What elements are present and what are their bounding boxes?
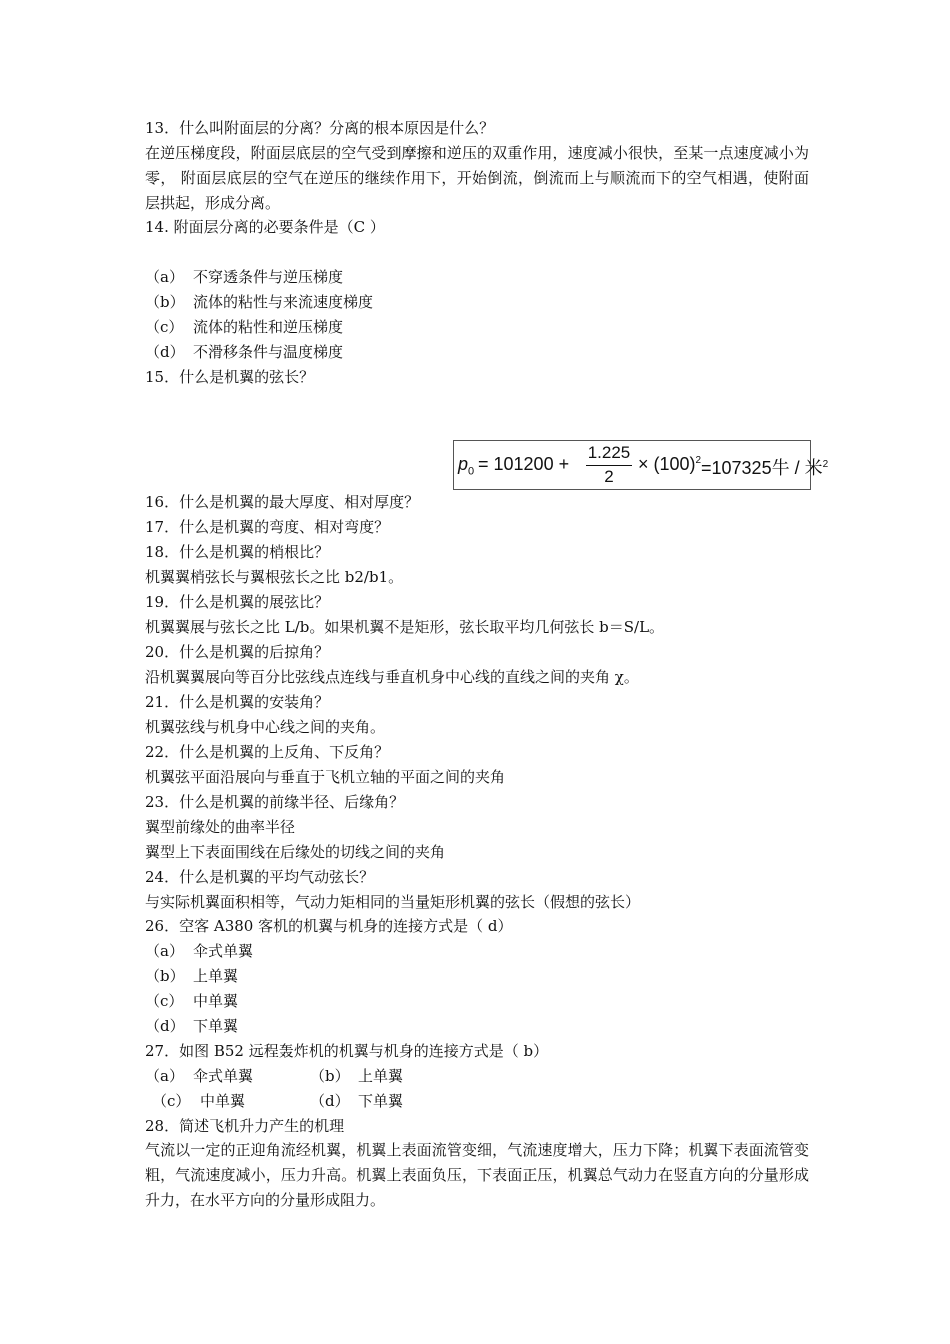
option-label: （d）	[145, 343, 185, 361]
question-24: 24．什么是机翼的平均气动弦长？	[145, 868, 375, 886]
answer-19: 机翼翼展与弦长之比 L/b。如果机翼不是矩形，弦长取平均几何弦长 b＝S/L。	[145, 618, 665, 636]
option-text: 上单翼	[358, 1067, 404, 1085]
q26-option-a	[145, 941, 253, 961]
question-17: 17．什么是机翼的弯度、相对弯度？	[145, 518, 390, 536]
option-text: 不滑移条件与温度梯度	[193, 343, 344, 361]
option-label: （b）	[310, 1067, 350, 1085]
question-18: 18．什么是机翼的梢根比？	[145, 543, 330, 561]
option-text: 下单翼	[193, 1017, 239, 1035]
question-27: 27．如图 B52 远程轰炸机的机翼与机身的连接方式是（ b）	[145, 1042, 549, 1060]
formula-box	[453, 440, 829, 490]
option-text: 中单翼	[193, 992, 239, 1010]
q27-option-b	[310, 1066, 403, 1086]
formula-lhs	[458, 454, 474, 478]
option-label: （c）	[145, 992, 184, 1010]
question-14: 14. 附面层分离的必要条件是（C ）	[145, 218, 385, 236]
formula-exponent: 2	[695, 455, 702, 466]
q27-options-row-1	[145, 1066, 445, 1086]
option-text: 上单翼	[193, 967, 239, 985]
formula-lhs-symbol: p	[458, 454, 469, 474]
question-26: 26．空客 A380 客机的机翼与机身的连接方式是（ d）	[145, 917, 513, 935]
option-text: 流体的粘性和逆压梯度	[193, 318, 344, 336]
q26-option-b	[145, 966, 238, 986]
option-label: （c）	[152, 1092, 191, 1110]
question-15: 15．什么是机翼的弦长？	[145, 368, 315, 386]
question-19: 19．什么是机翼的展弦比？	[145, 593, 330, 611]
question-28: 28．简述飞机升力产生的机理	[145, 1117, 345, 1135]
answer-20: 沿机翼翼展向等百分比弦线点连线与垂直机身中心线的直线之间的夹角 χ。	[145, 668, 639, 686]
option-label: （a）	[145, 1067, 184, 1085]
option-text: 流体的粘性与来流速度梯度	[193, 293, 374, 311]
formula-part2	[638, 454, 701, 475]
formula-part3-text: =107325牛 / 米	[701, 458, 823, 478]
option-label: （d）	[145, 1017, 185, 1035]
q14-option-b	[145, 292, 373, 312]
option-label: （c）	[145, 318, 184, 336]
option-text: 不穿透条件与逆压梯度	[193, 268, 344, 286]
question-22: 22．什么是机翼的上反角、下反角？	[145, 743, 390, 761]
option-label: （d）	[310, 1092, 350, 1110]
answer-24: 与实际机翼面积相等，气动力矩相同的当量矩形机翼的弦长（假想的弦长）	[145, 893, 641, 911]
option-label: （b）	[145, 293, 185, 311]
answer-13: 在逆压梯度段，附面层底层的空气受到摩擦和逆压的双重作用，速度减小很快，至某一点速度减小为零， 附面层底层的空气在逆压的继续作用下，开始倒流，倒流而上与顺流而下的空气相遇，使附面层拱起，形成分离。	[145, 144, 809, 212]
option-label: （a）	[145, 942, 184, 960]
formula-part3	[701, 454, 828, 480]
q27-options-row-2	[152, 1091, 452, 1111]
option-text: 下单翼	[358, 1092, 404, 1110]
fraction-numerator: 1.225	[587, 443, 631, 462]
q14-option-d	[145, 342, 343, 362]
q14-option-a	[145, 267, 343, 287]
option-label: （b）	[145, 967, 185, 985]
formula-part1: = 101200 +	[478, 454, 570, 474]
q14-option-c	[145, 317, 343, 337]
question-13: 13．什么叫附面层的分离？分离的根本原因是什么？	[145, 119, 495, 137]
question-16: 16．什么是机翼的最大厚度、相对厚度？	[145, 493, 420, 511]
formula-part2-text: × (100)	[638, 454, 696, 474]
answer-23-b: 翼型上下表面围线在后缘处的切线之间的夹角	[145, 843, 446, 861]
answer-23-a: 翼型前缘处的曲率半径	[145, 818, 296, 836]
formula-exponent-2: 2	[822, 459, 829, 470]
option-text: 中单翼	[200, 1092, 246, 1110]
question-20: 20．什么是机翼的后掠角？	[145, 643, 330, 661]
q27-option-d	[310, 1091, 403, 1111]
q26-option-d	[145, 1016, 238, 1036]
answer-28: 气流以一定的正迎角流经机翼，机翼上表面流管变细，气流速度增大，压力下降；机翼下表面流管变粗，气流速度减小，压力升高。机翼上表面负压，下表面正压，机翼总气动力在竖直方向的分量形成升力，在水平方向的分量形成阻力。	[145, 1141, 809, 1209]
answer-18: 机翼翼梢弦长与翼根弦长之比 b2/b1。	[145, 568, 404, 586]
fraction-denominator: 2	[604, 467, 614, 486]
formula-fraction	[582, 443, 636, 488]
answer-22: 机翼弦平面沿展向与垂直于飞机立轴的平面之间的夹角	[145, 768, 506, 786]
option-text: 伞式单翼	[193, 942, 254, 960]
option-label: （a）	[145, 268, 184, 286]
answer-21: 机翼弦线与机身中心线之间的夹角。	[145, 718, 386, 736]
question-21: 21．什么是机翼的安装角？	[145, 693, 330, 711]
q26-option-c	[145, 991, 238, 1011]
question-23: 23．什么是机翼的前缘半径、后缘角？	[145, 793, 405, 811]
formula-lhs-subscript: 0	[468, 465, 475, 478]
option-text: 伞式单翼	[193, 1067, 254, 1085]
